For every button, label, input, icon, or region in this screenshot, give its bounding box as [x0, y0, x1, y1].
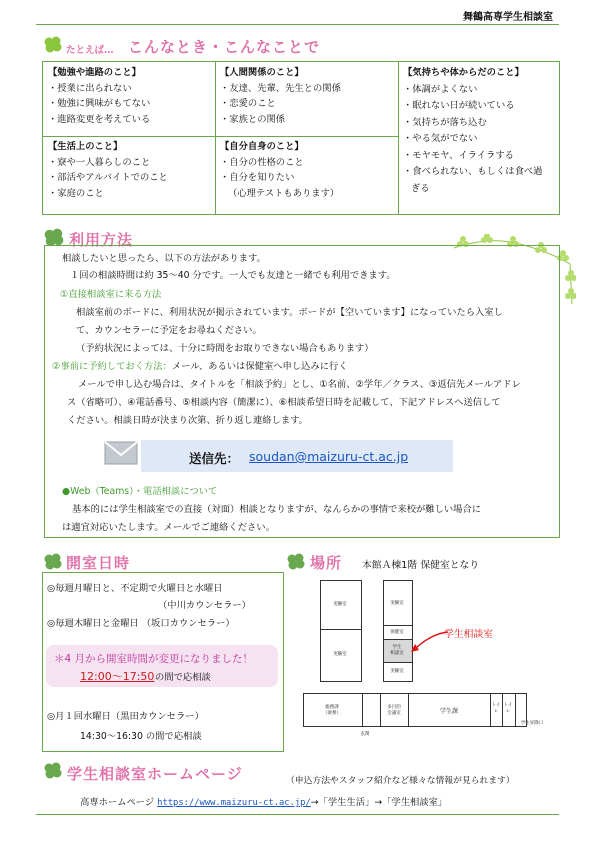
list-item: ・自分を知りたい — [220, 172, 295, 183]
grid-divider — [43, 136, 398, 137]
method2-line2: ス（省略可）、④電話番号、⑤相談内容（簡潔に）、⑥相談希望日時を記載して、下記アドレスへ送信して — [67, 397, 501, 408]
grid-divider — [398, 62, 399, 214]
list-item: ぎる — [411, 182, 430, 194]
map-label: 学生 相談室 — [390, 645, 404, 656]
list-item: ・授業に出られない — [48, 82, 132, 94]
map-label: 多目的 会議室 — [387, 705, 401, 716]
study-cell — [48, 65, 150, 127]
map-label: 総務課 （財務） — [323, 705, 341, 716]
clover-icon — [286, 552, 306, 572]
web-consult-line1: 基本的には学生相談室での直接（対面）相談となりますが、なんらかの事情で来校が難しい場合に — [72, 504, 482, 515]
map-label: 実験室 — [390, 669, 404, 674]
list-item: ・家族との関係 — [220, 113, 286, 125]
email-link[interactable]: soudan@maizuru-ct.ac.jp — [249, 449, 409, 464]
self-cell — [220, 139, 339, 201]
web-consult-line2: は適宜対応いたします。メールでご連絡ください。 — [62, 522, 275, 533]
homepage-line — [80, 794, 447, 808]
usage-intro1: 相談したいと思ったら、以下の方法があります。 — [62, 253, 266, 264]
self-heading: 【自分自身のこと】 — [220, 141, 304, 152]
list-item: ・部活やアルバイトでのこと — [48, 172, 168, 183]
study-heading: 【勉強や進路のこと】 — [48, 67, 141, 78]
map-room-label: 学生相談室 — [444, 629, 493, 640]
list-item: ・友達、先輩、先生との関係 — [220, 82, 341, 94]
open-line4: 14:30～16:30 の間で応相談 — [80, 731, 202, 742]
usage-intro2: １回の相談時間は約 35～40 分です。一人でも友達と一緒でも利用できます。 — [70, 270, 396, 281]
method1-line2: て、カウンセラーに予定をお尋ねください。 — [76, 325, 262, 336]
header-org: 舞鶴高専学生相談室 — [463, 12, 553, 23]
life-heading: 【生活上のこと】 — [48, 141, 123, 152]
feelings-heading: 【気持ちや体からだのこと】 — [403, 67, 524, 78]
examples-lead: たとえば… — [66, 45, 114, 56]
map-label: 玄関 — [360, 732, 370, 737]
list-item: ・モヤモヤ、イライラする — [403, 149, 514, 161]
method2-title-rest: メール、あるいは保健室へ申し込みに行く — [171, 361, 348, 372]
map-label: 学生昇降口 — [520, 721, 544, 726]
open-line2: ◎毎週木曜日と金曜日 （坂口カウンセラー） — [47, 618, 235, 629]
map-label: 学生課 — [439, 708, 458, 715]
list-item: ・体調がよくない — [403, 83, 478, 95]
send-to-label: 送信先： — [189, 451, 240, 466]
usage-title: 利用方法 — [69, 231, 134, 249]
open-line1: ◎毎週月曜日と、不定期で火曜日と水曜日 — [47, 583, 223, 594]
map-label: 実験室 — [333, 602, 347, 607]
list-item: ・家庭のこと — [48, 187, 104, 199]
clover-icon — [43, 552, 63, 572]
grid-divider — [215, 62, 216, 214]
method1-line1: 相談室前のボードに、利用状況が掲示されています。ボードが【空いています】になっていたら入室し — [76, 307, 503, 318]
method2-line1: メールで申し込む場合は、タイトルを「相談予約」とし、①名前、②学年／クラス、③返信先メールアドレ — [78, 379, 521, 390]
method2-title-line — [52, 359, 348, 376]
homepage-label: 高専ホームページ — [80, 797, 155, 808]
list-item: ・気持ちが落ち込む — [403, 116, 487, 128]
web-consult-title: ●Web（Teams）・電話相談について — [62, 486, 218, 497]
notice-text: ＊4 月から開室時間が変更になりました！ — [54, 653, 254, 665]
new-hours: 12:00～17:50 — [80, 670, 155, 683]
method2-title: ②事前に予約しておく方法： — [52, 361, 172, 372]
map-label: 実験室 — [333, 652, 347, 657]
list-item: （心理テストもあります） — [228, 187, 340, 199]
list-item: ・眠れない日が続いている — [403, 100, 515, 111]
method1-title: ①直接相談室に来る方法 — [60, 289, 162, 300]
method1-line3: （予約状況によっては、十分に時間をお取りできない場合もあります） — [76, 343, 374, 354]
examples-grid — [42, 61, 560, 215]
relations-cell — [220, 65, 341, 127]
open-line3: ◎月１回水曜日（黒田カウンセラー） — [47, 711, 204, 722]
open-line1b: （中川カウンセラー） — [158, 600, 251, 611]
list-item: ・寮や一人暮らしのこと — [48, 156, 151, 168]
list-item: ・食べられない、もしくは食べ過 — [403, 166, 543, 177]
relations-heading: 【人間関係のこと】 — [220, 67, 304, 78]
list-item: ・勉強に興味がもてない — [48, 98, 151, 109]
clover-icon — [43, 761, 63, 781]
homepage-title: 学生相談室ホームページ — [67, 765, 243, 783]
feelings-cell — [403, 65, 542, 197]
homepage-path: →「学生生活」→「学生相談室」 — [310, 797, 448, 808]
method2-line3: ください。相談日時が決まり次第、折り返し連絡します。 — [67, 415, 308, 426]
place-title: 場所 — [310, 554, 343, 572]
place-desc: 本館Ａ棟1階 保健室となり — [362, 560, 480, 571]
header-divider — [36, 24, 559, 25]
map-label: 保健室 — [390, 630, 404, 635]
examples-title: こんなとき・こんなことで — [128, 38, 321, 56]
homepage-note: （申込方法やスタッフ紹介など様々な情報が見られます） — [286, 776, 515, 786]
map-label: トイレ — [503, 703, 513, 714]
life-cell — [48, 139, 168, 201]
open-title: 開室日時 — [66, 554, 131, 572]
mail-icon — [104, 440, 138, 466]
list-item: ・自分の性格のこと — [220, 156, 304, 168]
map-label: トイレ — [491, 703, 501, 714]
list-item: ・恋愛のこと — [220, 98, 276, 109]
footer-divider — [36, 814, 559, 815]
new-hours-rest: の間で応相談 — [155, 672, 211, 683]
clover-icon — [43, 35, 63, 55]
map-label: 実験室 — [390, 601, 404, 606]
homepage-url-link[interactable]: https://www.maizuru-ct.ac.jp/ — [157, 798, 311, 808]
list-item: ・進路変更を考えている — [48, 113, 151, 125]
list-item: ・やる気がでない — [403, 133, 478, 144]
